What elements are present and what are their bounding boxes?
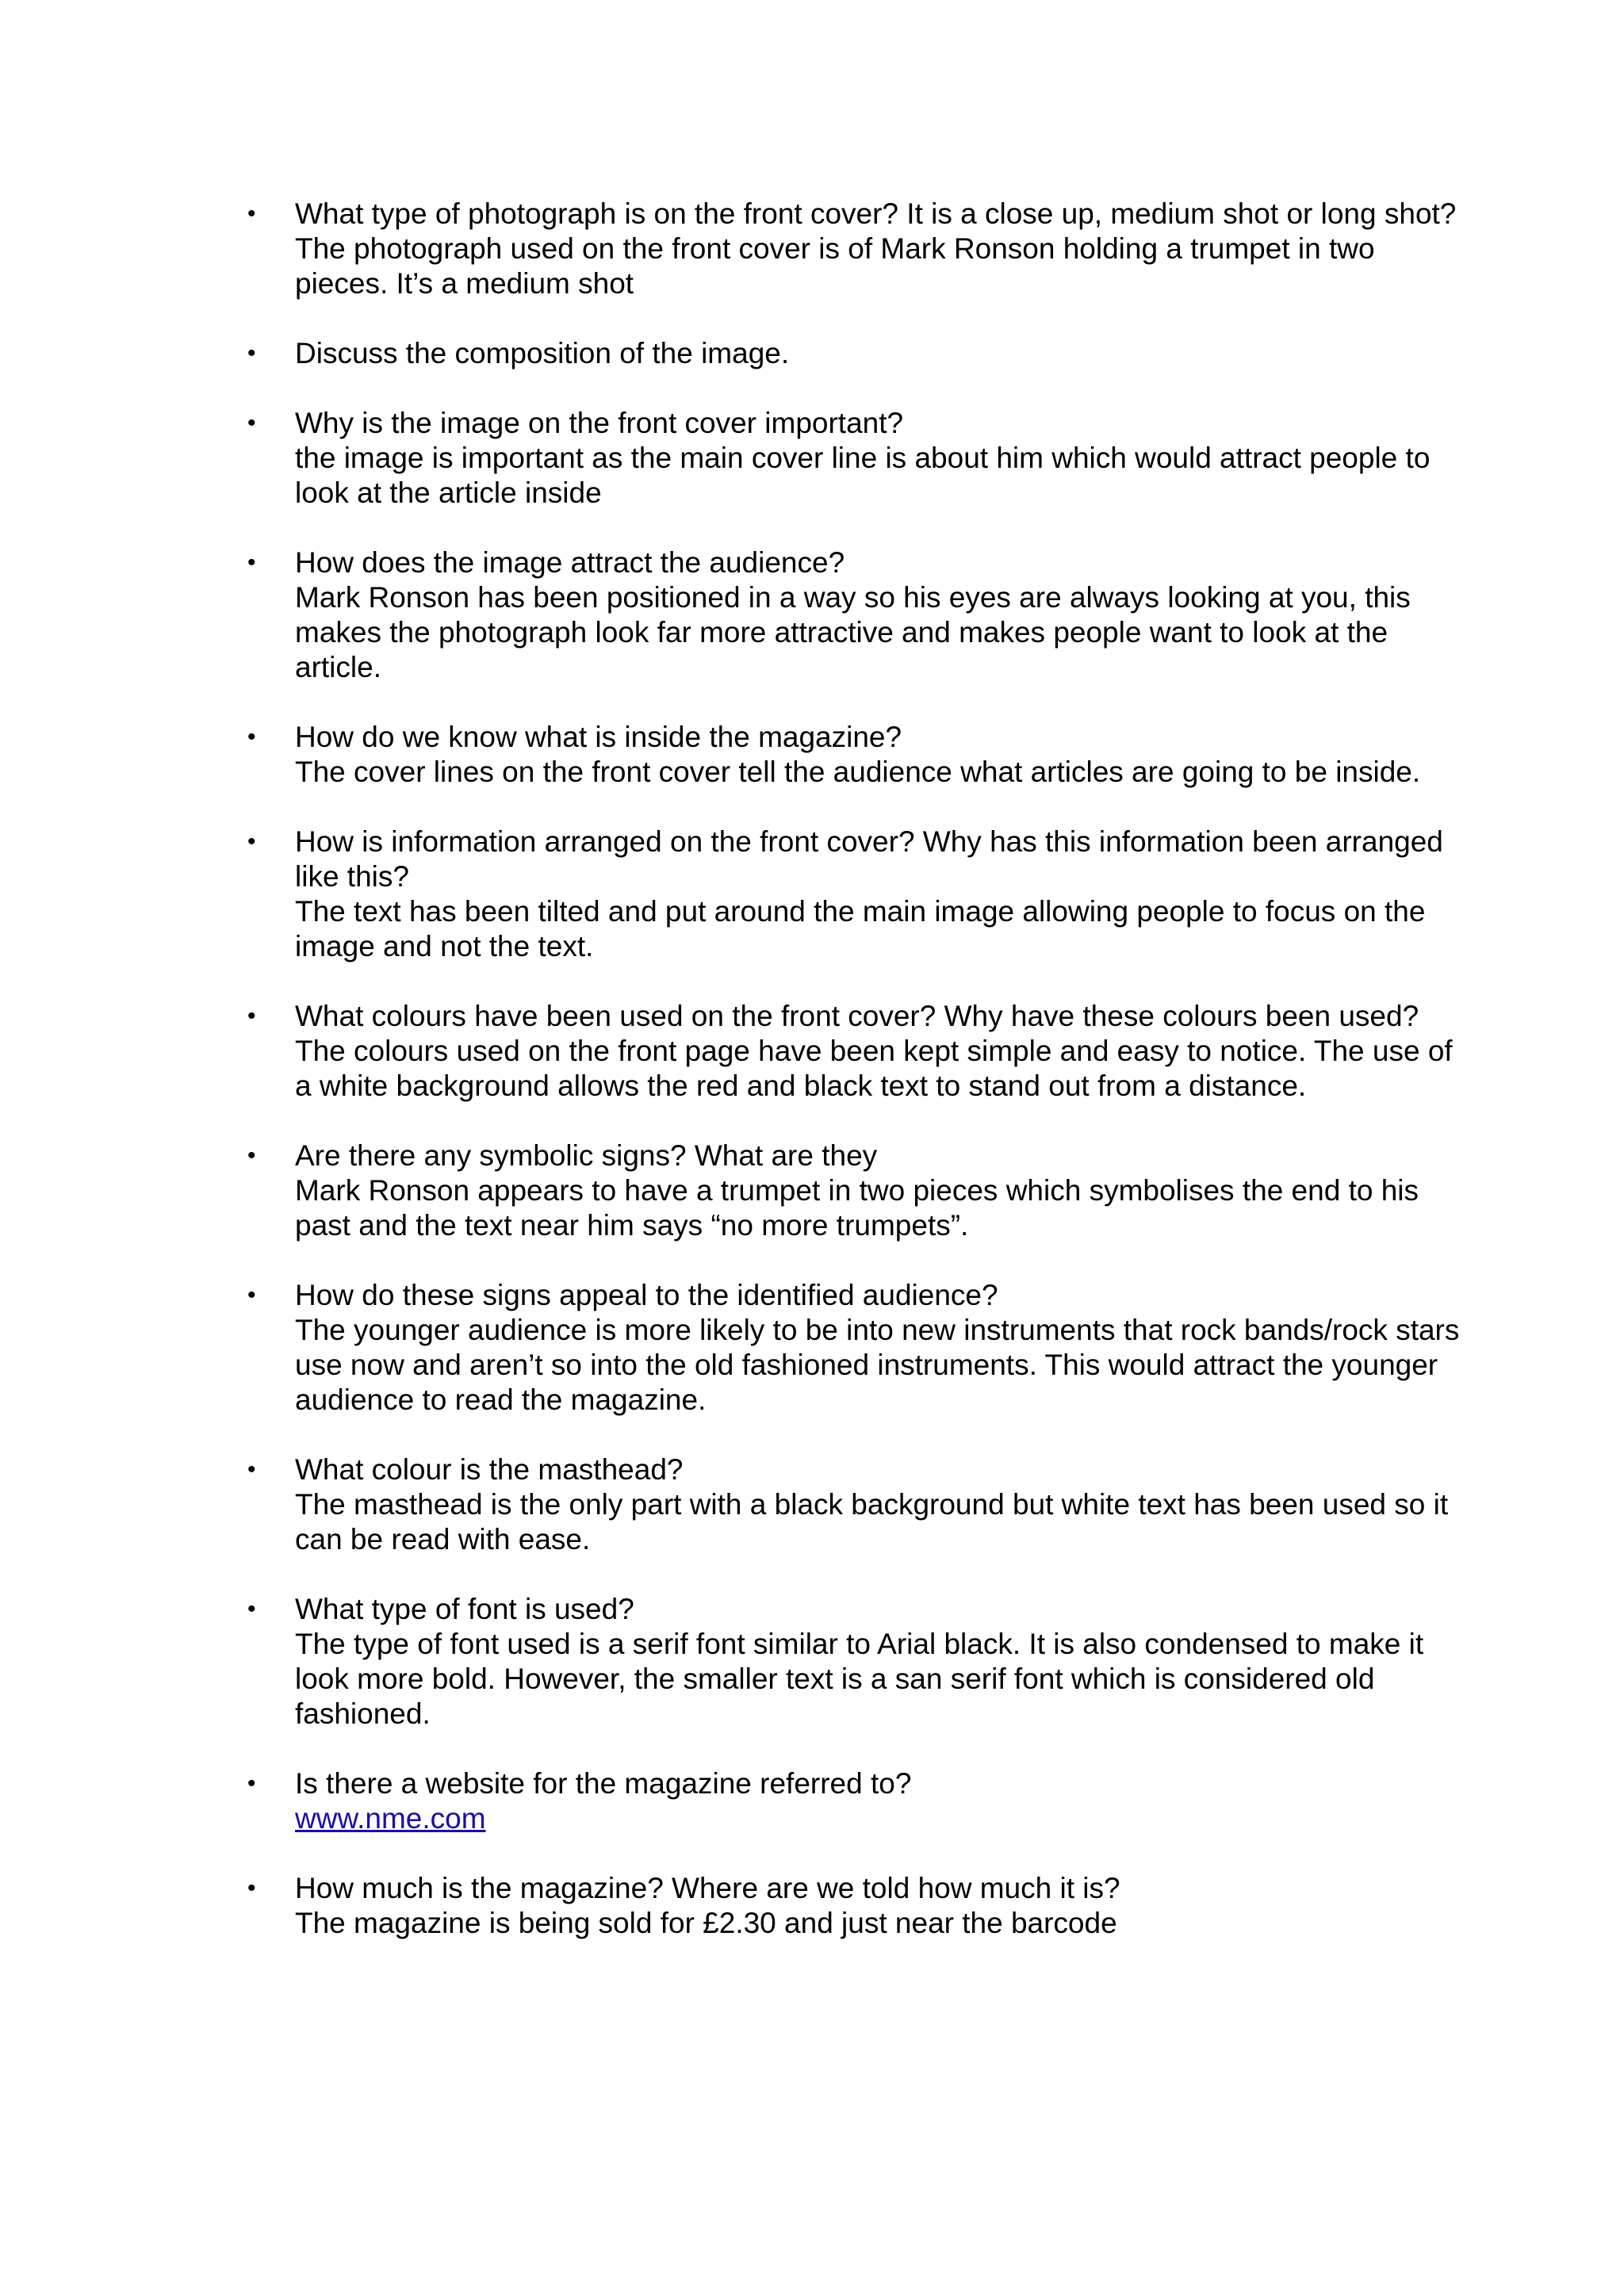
bullet-icon: •: [247, 1875, 256, 1901]
question-text: How do these signs appeal to the identified audience?: [295, 1279, 998, 1311]
answer-text: The type of font used is a serif font similar to Arial black. It is also condensed to make it look more bold. However, the smaller text is a san serif font which is considered old fashioned.: [295, 1628, 1424, 1730]
question-text: How do we know what is inside the magazine?: [295, 721, 902, 753]
list-item-price: [0, 1871, 1624, 1941]
website-link[interactable]: www.nme.com: [295, 1802, 486, 1835]
question-text: Discuss the composition of the image.: [295, 337, 790, 369]
question-text: How is information arranged on the front cover? Why has this information been arranged like this?: [295, 825, 1443, 893]
question-text: What colour is the masthead?: [295, 1453, 684, 1486]
list-item-masthead-colour: [0, 1452, 1624, 1557]
list-item-image-importance: [0, 406, 1624, 511]
question-text: What type of font is used?: [295, 1593, 634, 1625]
question-text: How does the image attract the audience?: [295, 546, 845, 579]
answer-text: The colours used on the front page have been kept simple and easy to notice. The use of a white background allows the red and black text to stand out from a distance.: [295, 1035, 1453, 1102]
bullet-icon: •: [247, 201, 256, 227]
answer-text: The cover lines on the front cover tell the audience what articles are going to be inside.: [295, 756, 1421, 788]
bullet-icon: •: [247, 828, 256, 855]
question-text: How much is the magazine? Where are we told how much it is?: [295, 1872, 1120, 1904]
answer-text: Mark Ronson appears to have a trumpet in two pieces which symbolises the end to his past and the text near him says “no more trumpets”.: [295, 1174, 1419, 1242]
list-item-colours: [0, 999, 1624, 1104]
bullet-icon: •: [247, 549, 256, 576]
list-item-sign-appeal: [0, 1278, 1624, 1418]
answer-text: The masthead is the only part with a black background but white text has been used so it can be read with ease.: [295, 1488, 1449, 1556]
list-item-magazine-contents: [0, 720, 1624, 790]
list-item-information-arrangement: [0, 825, 1624, 964]
list-item-website: [0, 1766, 1624, 1836]
bullet-icon: •: [247, 724, 256, 750]
answer-text: The photograph used on the front cover is of Mark Ronson holding a trumpet in two pieces. It’s a medium shot: [295, 232, 1375, 300]
question-text: What type of photograph is on the front cover? It is a close up, medium shot or long shot?: [295, 197, 1457, 230]
bullet-icon: •: [247, 410, 256, 436]
bullet-icon: •: [247, 1003, 256, 1029]
question-text: Are there any symbolic signs? What are they: [295, 1139, 878, 1172]
answer-text: Mark Ronson has been positioned in a way so his eyes are always looking at you, this makes the photograph look far more attractive and makes people want to look at the article.: [295, 581, 1411, 683]
list-item-audience-attraction: [0, 545, 1624, 685]
question-text: Why is the image on the front cover important?: [295, 407, 904, 439]
bullet-icon: •: [247, 1282, 256, 1308]
bullet-icon: •: [247, 1596, 256, 1622]
bullet-icon: •: [247, 1456, 256, 1483]
bullet-icon: •: [247, 1142, 256, 1169]
list-item-font-type: [0, 1592, 1624, 1732]
bullet-icon: •: [247, 340, 256, 366]
answer-text: The younger audience is more likely to be into new instruments that rock bands/rock stars use now and aren’t so into the old fashioned instruments. This would attract the younger audience to read the magazine.: [295, 1314, 1460, 1416]
answer-text: The text has been tilted and put around the main image allowing people to focus on the image and not the text.: [295, 895, 1426, 962]
answer-text: the image is important as the main cover line is about him which would attract people to look at the article inside: [295, 442, 1431, 509]
list-item-symbolic-signs: [0, 1138, 1624, 1243]
question-text: Is there a website for the magazine referred to?: [295, 1767, 912, 1800]
question-text: What colours have been used on the front cover? Why have these colours been used?: [295, 1000, 1419, 1032]
list-item-photograph-type: [0, 197, 1624, 301]
bullet-icon: •: [247, 1770, 256, 1797]
question-list: [0, 197, 1624, 1976]
list-item-composition: [0, 336, 1624, 371]
answer-text: The magazine is being sold for £2.30 and just near the barcode: [295, 1907, 1117, 1939]
